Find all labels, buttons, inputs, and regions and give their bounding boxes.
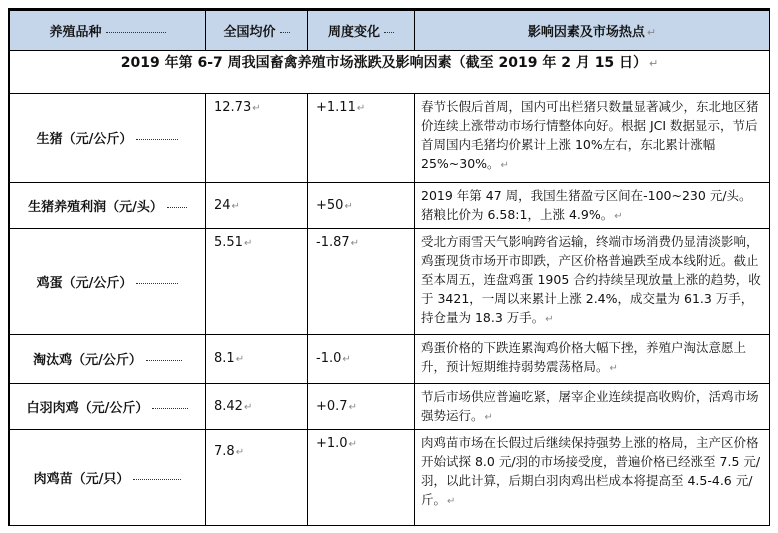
change-cell: -1.0↵ <box>308 334 415 383</box>
table-row <box>10 334 770 383</box>
price-cell: 12.73↵ <box>206 93 308 182</box>
header-factors-label: 影响因素及市场热点 <box>527 24 645 40</box>
factors-cell: 节后市场供应普遍吃紧，屠宰企业连续提高收购价，活鸡市场强势运行。↵ <box>415 383 770 429</box>
variety-cell: 生猪养殖利润（元/头） <box>10 182 206 228</box>
header-factors: 影响因素及市场热点 ↵ <box>415 10 770 50</box>
price-cell: 24↵ <box>206 182 308 228</box>
price-cell: 8.1↵ <box>206 334 308 383</box>
factors-cell: 鸡蛋价格的下跌连累淘鸡价格大幅下挫，养殖户淘汰意愿上升，预计短期维持弱势震荡格局。↵ <box>415 334 770 383</box>
table-title-text: 2019 年第 6-7 周我国畜禽养殖市场涨跌及影响因素（截至 2019 年 2 月 15 日） <box>120 54 648 71</box>
header-weekly-change <box>308 10 415 50</box>
report-table-frame <box>8 8 770 526</box>
table-row <box>10 429 770 525</box>
variety-cell: 生猪（元/公斤） <box>10 93 206 182</box>
price-cell: 5.51↵ <box>206 228 308 334</box>
variety-cell: 鸡蛋（元/公斤） <box>10 228 206 334</box>
table-row <box>10 182 770 228</box>
header-avg-price <box>206 10 308 50</box>
price-cell: 8.42↵ <box>206 383 308 429</box>
header-variety-label: 养殖品种 <box>49 24 102 40</box>
header-avg-price-label: 全国均价 <box>223 24 276 40</box>
factors-cell: 受北方雨雪天气影响跨省运输，终端市场消费仍显清淡影响，鸡蛋现货市场开市即跌，产区价格普遍跌至成本线附近。截止至本周五，连盘鸡蛋 1905 合约持续呈现放量上涨的趋势，收于 3421，一周以来累计上涨 2.4%，成交量为 61.3 万手，持仓量为 18.3 万手。↵ <box>415 228 770 334</box>
table-row <box>10 383 770 429</box>
change-cell: -1.87↵ <box>308 228 415 334</box>
table-title: 2019 年第 6-7 周我国畜禽养殖市场涨跌及影响因素（截至 2019 年 2 月 15 日） ↵ <box>10 50 770 93</box>
variety-cell: 肉鸡苗（元/只） <box>10 429 206 525</box>
price-cell: 7.8↵ <box>206 429 308 525</box>
header-variety <box>10 10 206 50</box>
header-row <box>10 10 770 50</box>
table-row <box>10 93 770 182</box>
header-weekly-change-label: 周度变化 <box>327 24 380 40</box>
change-cell: +50↵ <box>308 182 415 228</box>
factors-cell: 春节长假后首周，国内可出栏猪只数量显著减少，东北地区猪价连续上涨带动市场行情整体向好。根据 JCI 数据显示，节后首周国内毛猪均价累计上涨 10%左右，东北累计涨幅 25%~30%。↵ <box>415 93 770 182</box>
title-row <box>10 50 770 93</box>
change-cell: +1.0↵ <box>308 429 415 525</box>
table-row <box>10 228 770 334</box>
market-table <box>9 9 770 526</box>
variety-cell: 淘汰鸡（元/公斤） <box>10 334 206 383</box>
factors-cell: 肉鸡苗市场在长假过后继续保持强势上涨的格局，主产区价格开始试探 8.0 元/羽的市场接受度，普遍价格已经涨至 7.5 元/羽，以此计算，后期白羽肉鸡出栏成本将提高至 4.5-4.6 元/斤。↵ <box>415 429 770 525</box>
change-cell: +1.11↵ <box>308 93 415 182</box>
change-cell: +0.7↵ <box>308 383 415 429</box>
factors-cell: 2019 年第 47 周，我国生猪盈亏区间在-100~230 元/头。猪粮比价为 6.58:1，上涨 4.9%。↵ <box>415 182 770 228</box>
variety-cell: 白羽肉鸡（元/公斤） <box>10 383 206 429</box>
